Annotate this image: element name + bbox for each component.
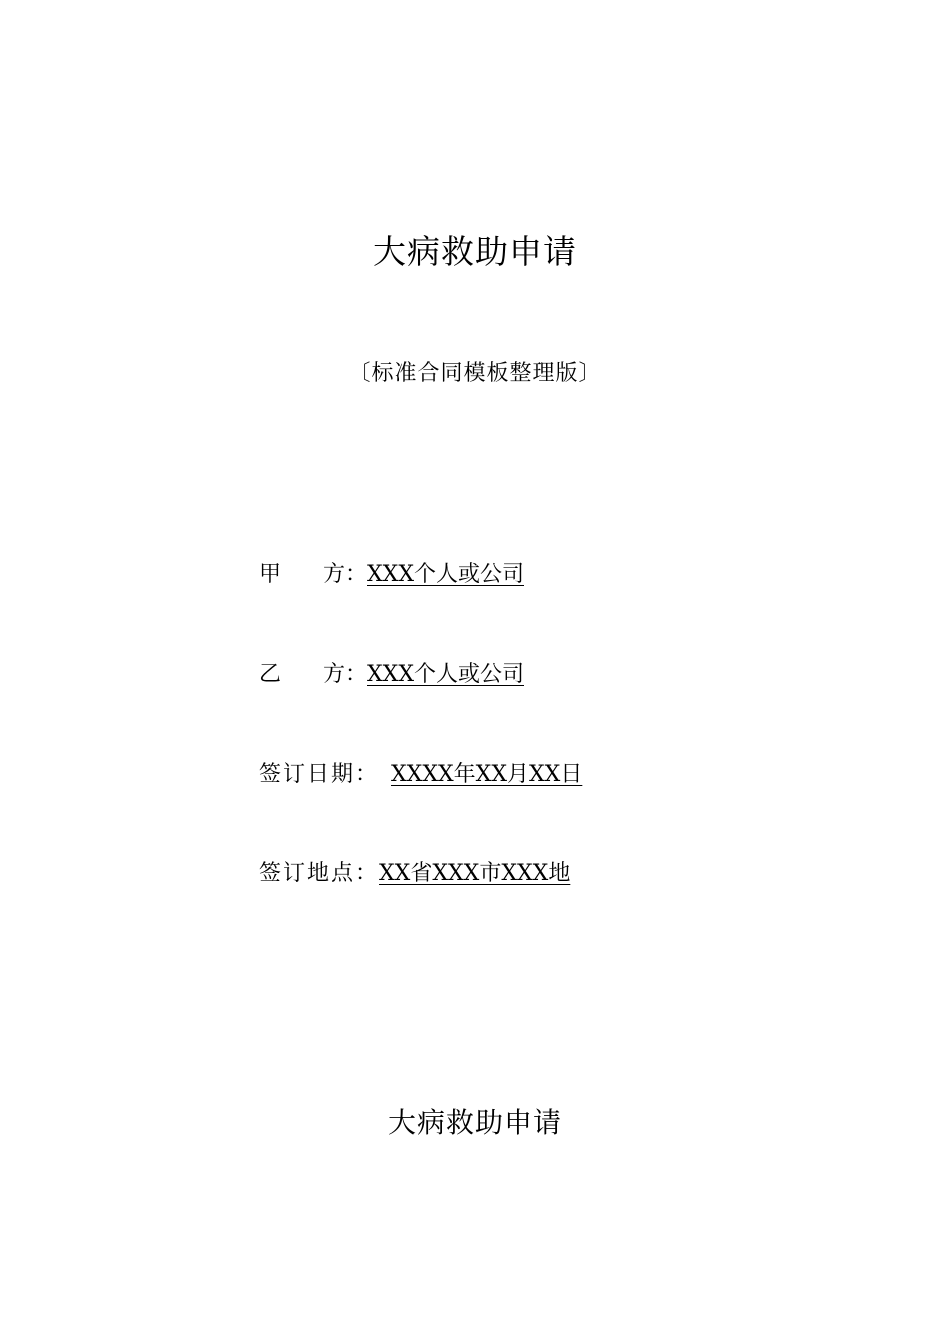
party-a-field <box>259 558 601 592</box>
sign-date-field <box>259 758 643 792</box>
body-heading: 大病救助申请 <box>387 1106 562 1139</box>
party-b-label-char2: 方： <box>322 662 367 687</box>
party-a-label <box>259 558 367 592</box>
party-a-value: XXX个人或公司 <box>367 562 524 587</box>
party-a-label-char2: 方： <box>322 562 367 587</box>
sign-date-value: XXXX年XX月XX日 <box>391 762 583 787</box>
sign-place-label: 签订地点： <box>259 861 380 886</box>
party-b-value: XXX个人或公司 <box>367 662 524 687</box>
sign-place-value: XX省XXX市XXX地 <box>379 861 571 886</box>
party-b-label-char1: 乙 <box>259 662 282 687</box>
party-b-label <box>259 658 367 692</box>
party-b-field <box>259 658 601 692</box>
sign-date-label: 签订日期： <box>259 762 380 787</box>
sign-place-field <box>259 857 605 891</box>
document-subtitle: 〔标准合同模板整理版〕 <box>348 361 602 386</box>
party-a-label-char1: 甲 <box>259 562 282 587</box>
document-title: 大病救助申请 <box>373 232 577 271</box>
